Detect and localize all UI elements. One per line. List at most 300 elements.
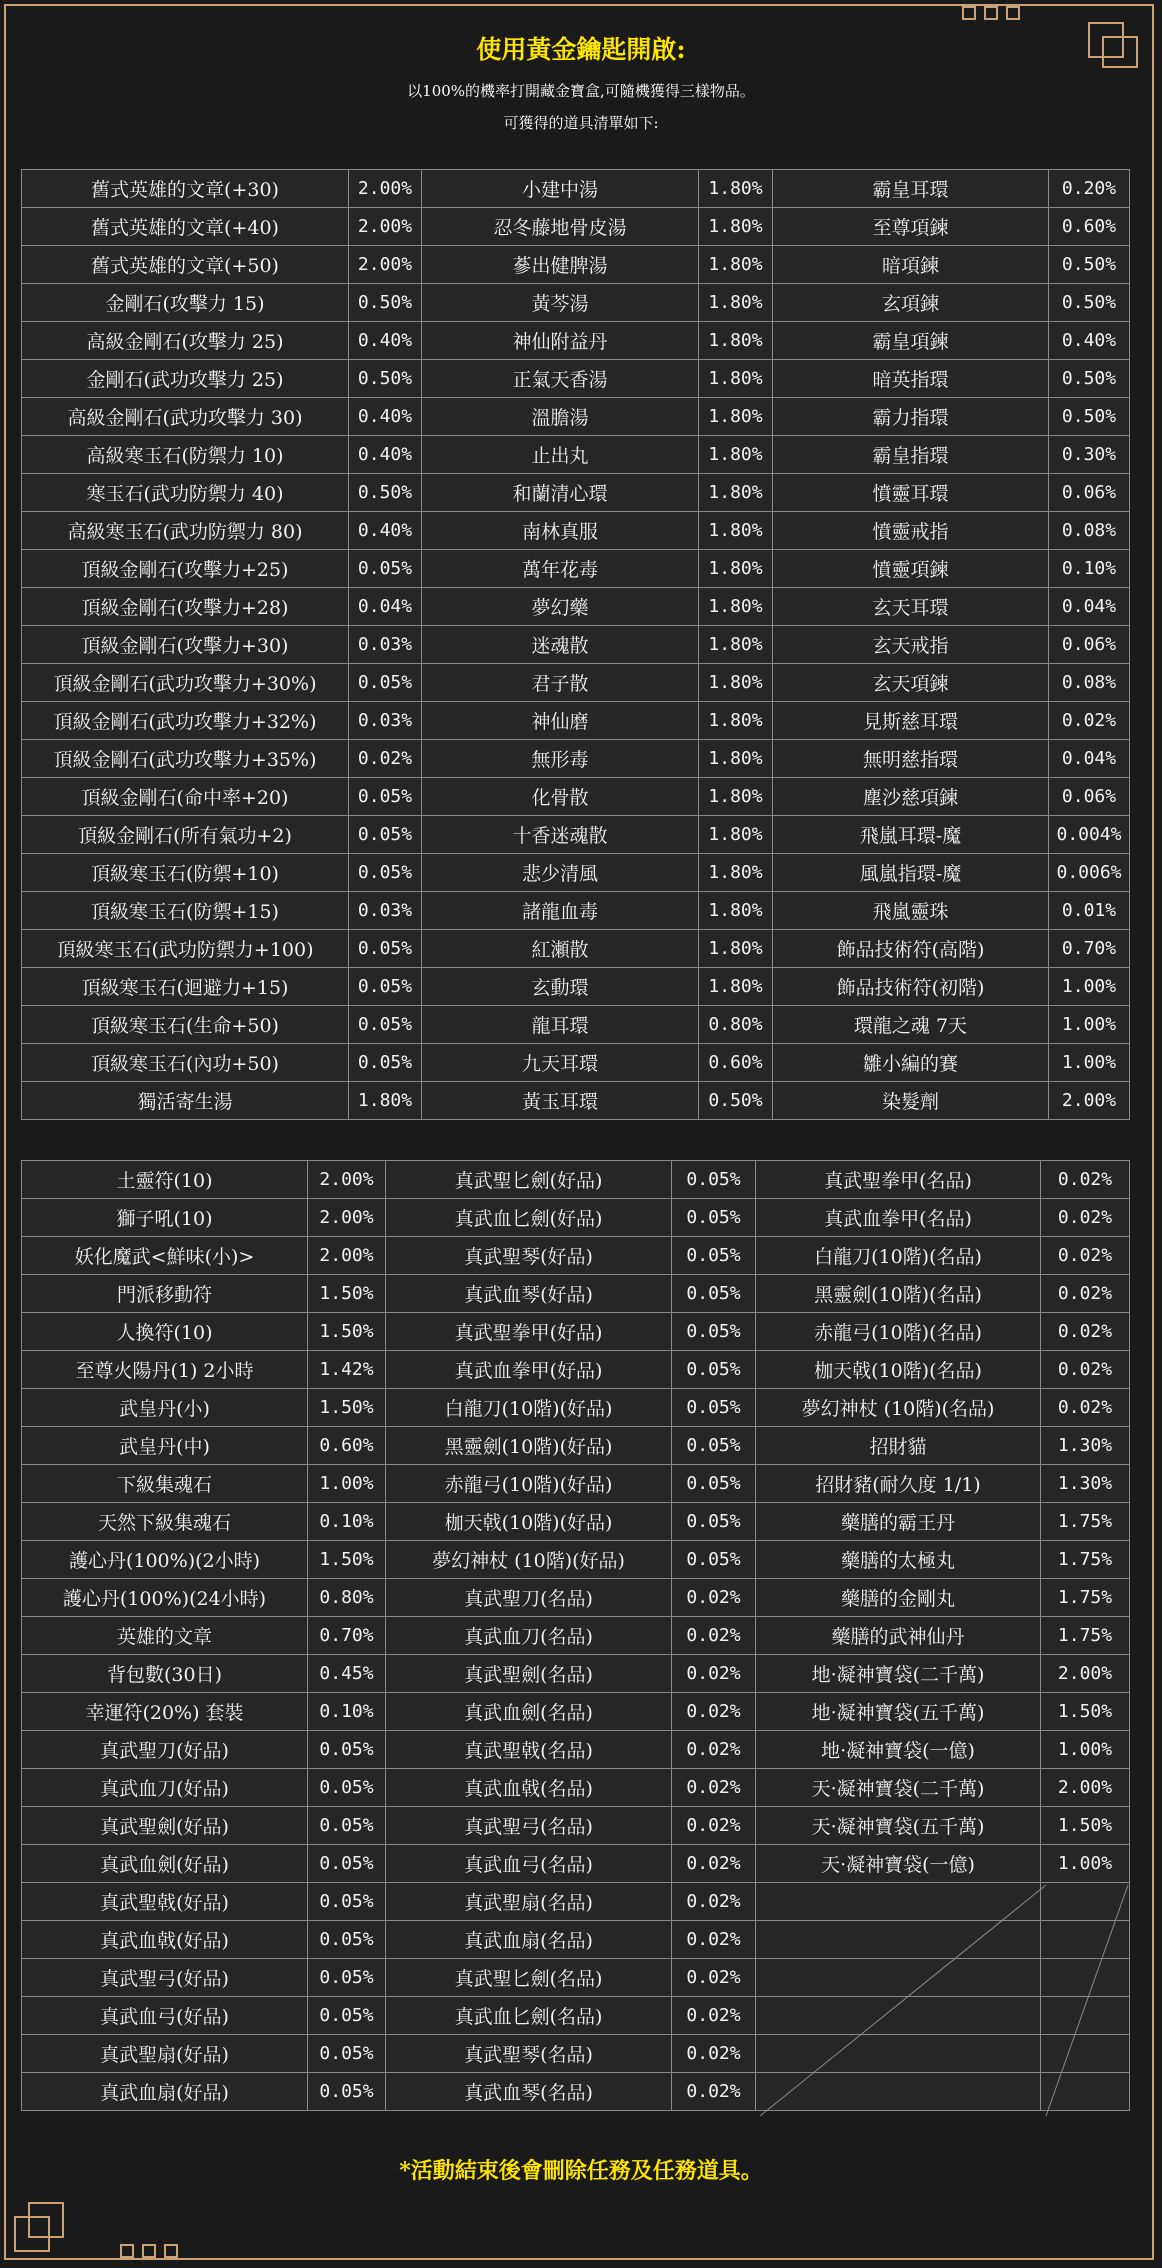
table-row bbox=[22, 1044, 1130, 1082]
probability-cell: 0.02% bbox=[672, 1959, 756, 1997]
item-name-cell: 頂級金剛石(攻擊力+30) bbox=[22, 626, 349, 664]
probability-cell: 2.00% bbox=[308, 1237, 386, 1275]
probability-cell: 0.08% bbox=[1049, 664, 1130, 702]
probability-cell: 1.00% bbox=[1049, 968, 1130, 1006]
item-name-cell: 頂級金剛石(武功攻擊力+35%) bbox=[22, 740, 349, 778]
table-row bbox=[22, 892, 1130, 930]
probability-cell: 0.02% bbox=[1041, 1161, 1130, 1199]
table-row bbox=[22, 398, 1130, 436]
item-name-cell: 人換符(10) bbox=[22, 1313, 308, 1351]
item-name-cell: 頂級金剛石(命中率+20) bbox=[22, 778, 349, 816]
item-name-cell: 頂級寒玉石(生命+50) bbox=[22, 1006, 349, 1044]
probability-cell: 2.00% bbox=[308, 1199, 386, 1237]
probability-cell: 0.05% bbox=[308, 1959, 386, 1997]
item-name-cell: 萬年花毒 bbox=[422, 550, 699, 588]
item-name-cell bbox=[756, 1921, 1041, 1959]
probability-cell: 1.80% bbox=[699, 854, 773, 892]
probability-cell: 0.10% bbox=[1049, 550, 1130, 588]
item-name-cell: 護心丹(100%)(24小時) bbox=[22, 1579, 308, 1617]
item-name-cell: 君子散 bbox=[422, 664, 699, 702]
item-name-cell: 真武血拳甲(名品) bbox=[756, 1199, 1041, 1237]
table-row bbox=[22, 664, 1130, 702]
item-name-cell: 赤龍弓(10階)(好品) bbox=[386, 1465, 672, 1503]
probability-cell: 1.50% bbox=[1041, 1807, 1130, 1845]
table-row bbox=[22, 1199, 1130, 1237]
probability-cell: 0.05% bbox=[308, 1731, 386, 1769]
probability-cell: 1.80% bbox=[699, 816, 773, 854]
item-name-cell: 無形毒 bbox=[422, 740, 699, 778]
item-name-cell: 白龍刀(10階)(名品) bbox=[756, 1237, 1041, 1275]
item-name-cell: 真武血戟(好品) bbox=[22, 1921, 308, 1959]
table-row bbox=[22, 1006, 1130, 1044]
item-name-cell: 暗項鍊 bbox=[773, 246, 1049, 284]
table-row bbox=[22, 1351, 1130, 1389]
probability-cell: 0.08% bbox=[1049, 512, 1130, 550]
probability-cell: 1.80% bbox=[699, 626, 773, 664]
table-row bbox=[22, 854, 1130, 892]
item-name-cell: 妖化魔武<鮮味(小)> bbox=[22, 1237, 308, 1275]
table-row bbox=[22, 1883, 1130, 1921]
probability-cell: 0.05% bbox=[308, 1883, 386, 1921]
item-name-cell: 塵沙慈項鍊 bbox=[773, 778, 1049, 816]
intro-line: 以100%的機率打開藏金寶盒,可隨機獲得三樣物品。 bbox=[407, 82, 755, 100]
item-name-cell: 黑靈劍(10階)(名品) bbox=[756, 1275, 1041, 1313]
item-name-cell: 天然下級集魂石 bbox=[22, 1503, 308, 1541]
item-name-cell: 真武聖刀(名品) bbox=[386, 1579, 672, 1617]
probability-cell: 2.00% bbox=[1041, 1769, 1130, 1807]
item-name-cell: 真武血刀(名品) bbox=[386, 1617, 672, 1655]
item-name-cell: 真武聖扇(好品) bbox=[22, 2035, 308, 2073]
probability-cell: 0.05% bbox=[672, 1237, 756, 1275]
probability-cell: 0.02% bbox=[672, 1693, 756, 1731]
item-name-cell: 頂級寒玉石(防禦+15) bbox=[22, 892, 349, 930]
probability-cell: 0.02% bbox=[672, 1997, 756, 2035]
table-row bbox=[22, 1731, 1130, 1769]
probability-cell: 0.02% bbox=[672, 1769, 756, 1807]
probability-cell: 2.00% bbox=[308, 1161, 386, 1199]
item-name-cell: 蔘出健脾湯 bbox=[422, 246, 699, 284]
bottom-square-decoration bbox=[120, 2244, 134, 2258]
table-row bbox=[22, 1275, 1130, 1313]
item-name-cell: 舊式英雄的文章(+40) bbox=[22, 208, 349, 246]
probability-cell: 1.00% bbox=[1041, 1731, 1130, 1769]
probability-cell: 1.42% bbox=[308, 1351, 386, 1389]
probability-cell: 0.04% bbox=[1049, 740, 1130, 778]
probability-cell: 0.10% bbox=[308, 1503, 386, 1541]
item-name-cell: 九天耳環 bbox=[422, 1044, 699, 1082]
probability-cell: 0.50% bbox=[349, 360, 422, 398]
item-name-cell: 霸皇耳環 bbox=[773, 170, 1049, 208]
item-name-cell: 溫膽湯 bbox=[422, 398, 699, 436]
item-name-cell: 黃玉耳環 bbox=[422, 1082, 699, 1120]
item-name-cell: 頂級寒玉石(防禦+10) bbox=[22, 854, 349, 892]
probability-cell bbox=[1041, 2035, 1130, 2073]
item-name-cell: 武皇丹(中) bbox=[22, 1427, 308, 1465]
probability-cell: 1.80% bbox=[699, 360, 773, 398]
table-row bbox=[22, 1541, 1130, 1579]
item-name-cell: 藥膳的武神仙丹 bbox=[756, 1617, 1041, 1655]
probability-cell: 1.00% bbox=[1049, 1044, 1130, 1082]
item-name-cell: 真武聖劍(名品) bbox=[386, 1655, 672, 1693]
item-name-cell: 和蘭清心環 bbox=[422, 474, 699, 512]
probability-cell: 0.60% bbox=[1049, 208, 1130, 246]
probability-cell: 0.01% bbox=[1049, 892, 1130, 930]
item-name-cell: 頂級寒玉石(迴避力+15) bbox=[22, 968, 349, 1006]
probability-cell: 0.40% bbox=[349, 436, 422, 474]
top-square-decoration bbox=[962, 6, 976, 20]
item-name-cell: 真武聖刀(好品) bbox=[22, 1731, 308, 1769]
item-probability-table-1 bbox=[21, 169, 1130, 1120]
probability-cell: 0.05% bbox=[349, 854, 422, 892]
item-name-cell: 枷天戟(10階)(好品) bbox=[386, 1503, 672, 1541]
probability-cell: 0.02% bbox=[672, 1617, 756, 1655]
probability-cell: 0.05% bbox=[672, 1351, 756, 1389]
item-name-cell: 正氣天香湯 bbox=[422, 360, 699, 398]
item-name-cell: 暗英指環 bbox=[773, 360, 1049, 398]
item-name-cell: 真武血拳甲(好品) bbox=[386, 1351, 672, 1389]
item-name-cell: 高級金剛石(武功攻擊力 30) bbox=[22, 398, 349, 436]
item-name-cell: 真武血扇(名品) bbox=[386, 1921, 672, 1959]
probability-cell: 0.02% bbox=[1049, 702, 1130, 740]
probability-cell: 1.50% bbox=[1041, 1693, 1130, 1731]
item-name-cell: 真武聖匕劍(好品) bbox=[386, 1161, 672, 1199]
probability-cell: 1.80% bbox=[699, 398, 773, 436]
probability-cell: 0.70% bbox=[308, 1617, 386, 1655]
probability-cell: 0.05% bbox=[349, 664, 422, 702]
probability-cell: 0.02% bbox=[672, 1579, 756, 1617]
probability-cell: 1.80% bbox=[699, 512, 773, 550]
probability-cell: 2.00% bbox=[349, 246, 422, 284]
item-name-cell: 環龍之魂 7天 bbox=[773, 1006, 1049, 1044]
item-name-cell: 龍耳環 bbox=[422, 1006, 699, 1044]
table-row bbox=[22, 246, 1130, 284]
item-name-cell: 金剛石(武功攻擊力 25) bbox=[22, 360, 349, 398]
probability-cell: 0.30% bbox=[1049, 436, 1130, 474]
probability-cell: 1.80% bbox=[699, 170, 773, 208]
probability-cell bbox=[1041, 1883, 1130, 1921]
item-name-cell: 真武血劍(好品) bbox=[22, 1845, 308, 1883]
table-row bbox=[22, 816, 1130, 854]
probability-cell: 1.00% bbox=[308, 1465, 386, 1503]
probability-cell: 0.05% bbox=[308, 1807, 386, 1845]
probability-cell bbox=[1041, 2073, 1130, 2111]
probability-cell: 0.10% bbox=[308, 1693, 386, 1731]
item-name-cell: 土靈符(10) bbox=[22, 1161, 308, 1199]
item-name-cell: 金剛石(攻擊力 15) bbox=[22, 284, 349, 322]
table-row bbox=[22, 550, 1130, 588]
table-row bbox=[22, 436, 1130, 474]
probability-cell: 0.40% bbox=[349, 322, 422, 360]
item-name-cell: 頂級寒玉石(內功+50) bbox=[22, 1044, 349, 1082]
probability-cell: 0.05% bbox=[672, 1313, 756, 1351]
item-name-cell: 夢幻神杖 (10階)(好品) bbox=[386, 1541, 672, 1579]
item-name-cell: 舊式英雄的文章(+30) bbox=[22, 170, 349, 208]
item-name-cell: 霸皇指環 bbox=[773, 436, 1049, 474]
probability-cell: 0.004% bbox=[1049, 816, 1130, 854]
probability-cell: 1.00% bbox=[1041, 1845, 1130, 1883]
probability-cell: 0.05% bbox=[672, 1161, 756, 1199]
item-name-cell: 黃芩湯 bbox=[422, 284, 699, 322]
item-name-cell: 地·凝神寶袋(二千萬) bbox=[756, 1655, 1041, 1693]
probability-cell: 1.80% bbox=[699, 892, 773, 930]
probability-cell: 0.02% bbox=[672, 2035, 756, 2073]
item-name-cell: 地·凝神寶袋(五千萬) bbox=[756, 1693, 1041, 1731]
item-name-cell: 真武血戟(名品) bbox=[386, 1769, 672, 1807]
probability-cell: 1.50% bbox=[308, 1389, 386, 1427]
probability-cell: 1.80% bbox=[699, 930, 773, 968]
item-name-cell: 真武聖戟(名品) bbox=[386, 1731, 672, 1769]
item-name-cell: 真武聖弓(名品) bbox=[386, 1807, 672, 1845]
item-name-cell: 真武血扇(好品) bbox=[22, 2073, 308, 2111]
item-name-cell: 真武血匕劍(名品) bbox=[386, 1997, 672, 2035]
probability-cell: 0.02% bbox=[1041, 1275, 1130, 1313]
probability-cell: 1.80% bbox=[699, 208, 773, 246]
probability-cell: 1.80% bbox=[699, 702, 773, 740]
table-row bbox=[22, 968, 1130, 1006]
probability-cell: 1.80% bbox=[349, 1082, 422, 1120]
probability-cell: 0.02% bbox=[672, 1845, 756, 1883]
probability-cell: 1.30% bbox=[1041, 1465, 1130, 1503]
probability-cell: 0.06% bbox=[1049, 626, 1130, 664]
probability-cell: 0.80% bbox=[699, 1006, 773, 1044]
table-row bbox=[22, 1807, 1130, 1845]
item-name-cell: 幸運符(20%) 套裝 bbox=[22, 1693, 308, 1731]
probability-cell: 1.75% bbox=[1041, 1579, 1130, 1617]
item-name-cell: 頂級金剛石(攻擊力+28) bbox=[22, 588, 349, 626]
probability-cell: 1.80% bbox=[699, 322, 773, 360]
item-name-cell: 招財豬(耐久度 1/1) bbox=[756, 1465, 1041, 1503]
item-name-cell: 招財貓 bbox=[756, 1427, 1041, 1465]
table-row bbox=[22, 1161, 1130, 1199]
probability-cell: 0.50% bbox=[349, 284, 422, 322]
table-row bbox=[22, 626, 1130, 664]
probability-cell: 0.70% bbox=[1049, 930, 1130, 968]
probability-cell: 0.50% bbox=[699, 1082, 773, 1120]
probability-cell bbox=[1041, 1959, 1130, 1997]
probability-cell: 0.50% bbox=[1049, 246, 1130, 284]
item-name-cell: 頂級寒玉石(武功防禦力+100) bbox=[22, 930, 349, 968]
table-row bbox=[22, 740, 1130, 778]
probability-cell: 0.05% bbox=[672, 1503, 756, 1541]
probability-cell: 0.04% bbox=[1049, 588, 1130, 626]
probability-cell: 0.40% bbox=[349, 512, 422, 550]
probability-cell: 0.006% bbox=[1049, 854, 1130, 892]
probability-cell: 0.02% bbox=[672, 1731, 756, 1769]
probability-cell: 0.02% bbox=[1041, 1237, 1130, 1275]
probability-cell: 2.00% bbox=[349, 208, 422, 246]
item-name-cell: 迷魂散 bbox=[422, 626, 699, 664]
item-name-cell: 真武聖匕劍(名品) bbox=[386, 1959, 672, 1997]
probability-cell: 0.02% bbox=[672, 1655, 756, 1693]
bottom-square-decoration bbox=[142, 2244, 156, 2258]
item-name-cell: 真武血刀(好品) bbox=[22, 1769, 308, 1807]
probability-cell: 0.20% bbox=[1049, 170, 1130, 208]
item-name-cell: 十香迷魂散 bbox=[422, 816, 699, 854]
table-row bbox=[22, 1959, 1130, 1997]
top-square-decoration bbox=[984, 6, 998, 20]
probability-cell: 0.02% bbox=[1041, 1313, 1130, 1351]
item-name-cell: 雛小編的賽 bbox=[773, 1044, 1049, 1082]
probability-cell: 0.05% bbox=[672, 1199, 756, 1237]
probability-cell: 1.75% bbox=[1041, 1541, 1130, 1579]
table-row bbox=[22, 1693, 1130, 1731]
probability-cell: 0.03% bbox=[349, 626, 422, 664]
probability-cell: 0.05% bbox=[349, 930, 422, 968]
table-row bbox=[22, 512, 1130, 550]
probability-cell: 1.80% bbox=[699, 284, 773, 322]
probability-cell: 0.60% bbox=[308, 1427, 386, 1465]
probability-cell: 0.05% bbox=[672, 1389, 756, 1427]
table-row bbox=[22, 1845, 1130, 1883]
probability-cell: 1.50% bbox=[308, 1313, 386, 1351]
item-name-cell: 獨活寄生湯 bbox=[22, 1082, 349, 1120]
item-name-cell: 英雄的文章 bbox=[22, 1617, 308, 1655]
probability-cell: 1.80% bbox=[699, 588, 773, 626]
table-row bbox=[22, 778, 1130, 816]
probability-cell: 0.05% bbox=[308, 1921, 386, 1959]
item-name-cell: 真武聖戟(好品) bbox=[22, 1883, 308, 1921]
probability-cell: 0.80% bbox=[308, 1579, 386, 1617]
item-name-cell: 真武聖扇(名品) bbox=[386, 1883, 672, 1921]
probability-cell: 0.05% bbox=[672, 1275, 756, 1313]
probability-cell: 0.02% bbox=[1041, 1389, 1130, 1427]
item-name-cell: 天·凝神寶袋(二千萬) bbox=[756, 1769, 1041, 1807]
item-name-cell: 背包數(30日) bbox=[22, 1655, 308, 1693]
item-name-cell: 真武血弓(名品) bbox=[386, 1845, 672, 1883]
item-name-cell: 憤靈戒指 bbox=[773, 512, 1049, 550]
table-row bbox=[22, 1082, 1130, 1120]
table-row bbox=[22, 2035, 1130, 2073]
probability-cell: 2.00% bbox=[1041, 1655, 1130, 1693]
probability-cell bbox=[1041, 1921, 1130, 1959]
item-name-cell: 化骨散 bbox=[422, 778, 699, 816]
table-row bbox=[22, 284, 1130, 322]
probability-cell: 1.80% bbox=[699, 740, 773, 778]
item-name-cell: 藥膳的霸王丹 bbox=[756, 1503, 1041, 1541]
probability-cell: 0.02% bbox=[1041, 1199, 1130, 1237]
table-row bbox=[22, 1427, 1130, 1465]
probability-cell: 0.05% bbox=[349, 778, 422, 816]
probability-cell: 0.05% bbox=[308, 1769, 386, 1807]
item-name-cell: 夢幻藥 bbox=[422, 588, 699, 626]
table-row bbox=[22, 1921, 1130, 1959]
item-name-cell: 玄動環 bbox=[422, 968, 699, 1006]
probability-cell: 0.06% bbox=[1049, 778, 1130, 816]
table-row bbox=[22, 1769, 1130, 1807]
footer-note: *活動結束後會刪除任務及任務道具。 bbox=[399, 2158, 763, 2184]
table-row bbox=[22, 170, 1130, 208]
item-name-cell: 南林真服 bbox=[422, 512, 699, 550]
probability-cell: 0.50% bbox=[1049, 398, 1130, 436]
item-name-cell: 真武血弓(好品) bbox=[22, 1997, 308, 2035]
item-name-cell: 霸皇項鍊 bbox=[773, 322, 1049, 360]
item-name-cell: 頂級金剛石(攻擊力+25) bbox=[22, 550, 349, 588]
table-row bbox=[22, 1579, 1130, 1617]
probability-cell: 0.05% bbox=[308, 1845, 386, 1883]
item-name-cell: 玄天戒指 bbox=[773, 626, 1049, 664]
probability-cell: 0.05% bbox=[308, 2035, 386, 2073]
item-name-cell: 武皇丹(小) bbox=[22, 1389, 308, 1427]
probability-cell: 1.75% bbox=[1041, 1617, 1130, 1655]
item-name-cell: 至尊火陽丹(1) 2小時 bbox=[22, 1351, 308, 1389]
probability-cell: 1.00% bbox=[1049, 1006, 1130, 1044]
item-name-cell bbox=[756, 1883, 1041, 1921]
probability-cell: 0.05% bbox=[672, 1541, 756, 1579]
table-row bbox=[22, 1617, 1130, 1655]
item-name-cell bbox=[756, 1997, 1041, 2035]
probability-cell: 0.40% bbox=[349, 398, 422, 436]
item-name-cell: 止出丸 bbox=[422, 436, 699, 474]
item-name-cell: 黑靈劍(10階)(好品) bbox=[386, 1427, 672, 1465]
item-name-cell: 飾品技術符(初階) bbox=[773, 968, 1049, 1006]
item-name-cell: 天·凝神寶袋(五千萬) bbox=[756, 1807, 1041, 1845]
top-square-decoration bbox=[1006, 6, 1020, 20]
probability-cell: 1.80% bbox=[699, 778, 773, 816]
item-name-cell: 真武血匕劍(好品) bbox=[386, 1199, 672, 1237]
item-name-cell: 夢幻神杖 (10階)(名品) bbox=[756, 1389, 1041, 1427]
item-name-cell: 頂級金剛石(武功攻擊力+32%) bbox=[22, 702, 349, 740]
item-name-cell: 諸龍血毒 bbox=[422, 892, 699, 930]
table-row bbox=[22, 208, 1130, 246]
table-row bbox=[22, 1237, 1130, 1275]
table-row bbox=[22, 1655, 1130, 1693]
probability-cell: 1.80% bbox=[699, 664, 773, 702]
item-name-cell: 玄項鍊 bbox=[773, 284, 1049, 322]
item-name-cell: 玄天耳環 bbox=[773, 588, 1049, 626]
probability-cell: 0.05% bbox=[349, 550, 422, 588]
table-row bbox=[22, 702, 1130, 740]
probability-cell: 1.50% bbox=[308, 1541, 386, 1579]
item-name-cell: 忍冬藤地骨皮湯 bbox=[422, 208, 699, 246]
table-row bbox=[22, 2073, 1130, 2111]
item-name-cell: 無明慈指環 bbox=[773, 740, 1049, 778]
probability-cell: 0.50% bbox=[1049, 360, 1130, 398]
probability-cell: 2.00% bbox=[1049, 1082, 1130, 1120]
item-name-cell: 頂級金剛石(所有氣功+2) bbox=[22, 816, 349, 854]
item-name-cell: 紅瀬散 bbox=[422, 930, 699, 968]
item-name-cell: 真武血琴(好品) bbox=[386, 1275, 672, 1313]
probability-cell: 1.80% bbox=[699, 246, 773, 284]
probability-cell: 1.80% bbox=[699, 474, 773, 512]
item-name-cell: 藥膳的金剛丸 bbox=[756, 1579, 1041, 1617]
table-row bbox=[22, 1503, 1130, 1541]
item-name-cell: 玄天項鍊 bbox=[773, 664, 1049, 702]
item-name-cell: 憤靈耳環 bbox=[773, 474, 1049, 512]
probability-cell: 0.50% bbox=[349, 474, 422, 512]
probability-cell: 0.03% bbox=[349, 702, 422, 740]
corner-square-decoration bbox=[14, 2216, 50, 2252]
item-name-cell: 真武聖拳甲(名品) bbox=[756, 1161, 1041, 1199]
item-name-cell: 藥膳的太極丸 bbox=[756, 1541, 1041, 1579]
probability-cell: 2.00% bbox=[349, 170, 422, 208]
item-name-cell: 小建中湯 bbox=[422, 170, 699, 208]
item-name-cell: 真武聖琴(好品) bbox=[386, 1237, 672, 1275]
probability-cell: 0.03% bbox=[349, 892, 422, 930]
table-row bbox=[22, 1389, 1130, 1427]
item-name-cell: 白龍刀(10階)(好品) bbox=[386, 1389, 672, 1427]
table-row bbox=[22, 322, 1130, 360]
item-name-cell bbox=[756, 1959, 1041, 1997]
item-name-cell: 至尊項鍊 bbox=[773, 208, 1049, 246]
item-probability-table-2 bbox=[21, 1160, 1130, 2111]
probability-cell: 0.05% bbox=[308, 1997, 386, 2035]
table-row bbox=[22, 474, 1130, 512]
item-name-cell: 頂級金剛石(武功攻擊力+30%) bbox=[22, 664, 349, 702]
table-row bbox=[22, 588, 1130, 626]
probability-cell: 0.02% bbox=[672, 2073, 756, 2111]
item-name-cell: 真武血琴(名品) bbox=[386, 2073, 672, 2111]
probability-cell: 1.80% bbox=[699, 968, 773, 1006]
